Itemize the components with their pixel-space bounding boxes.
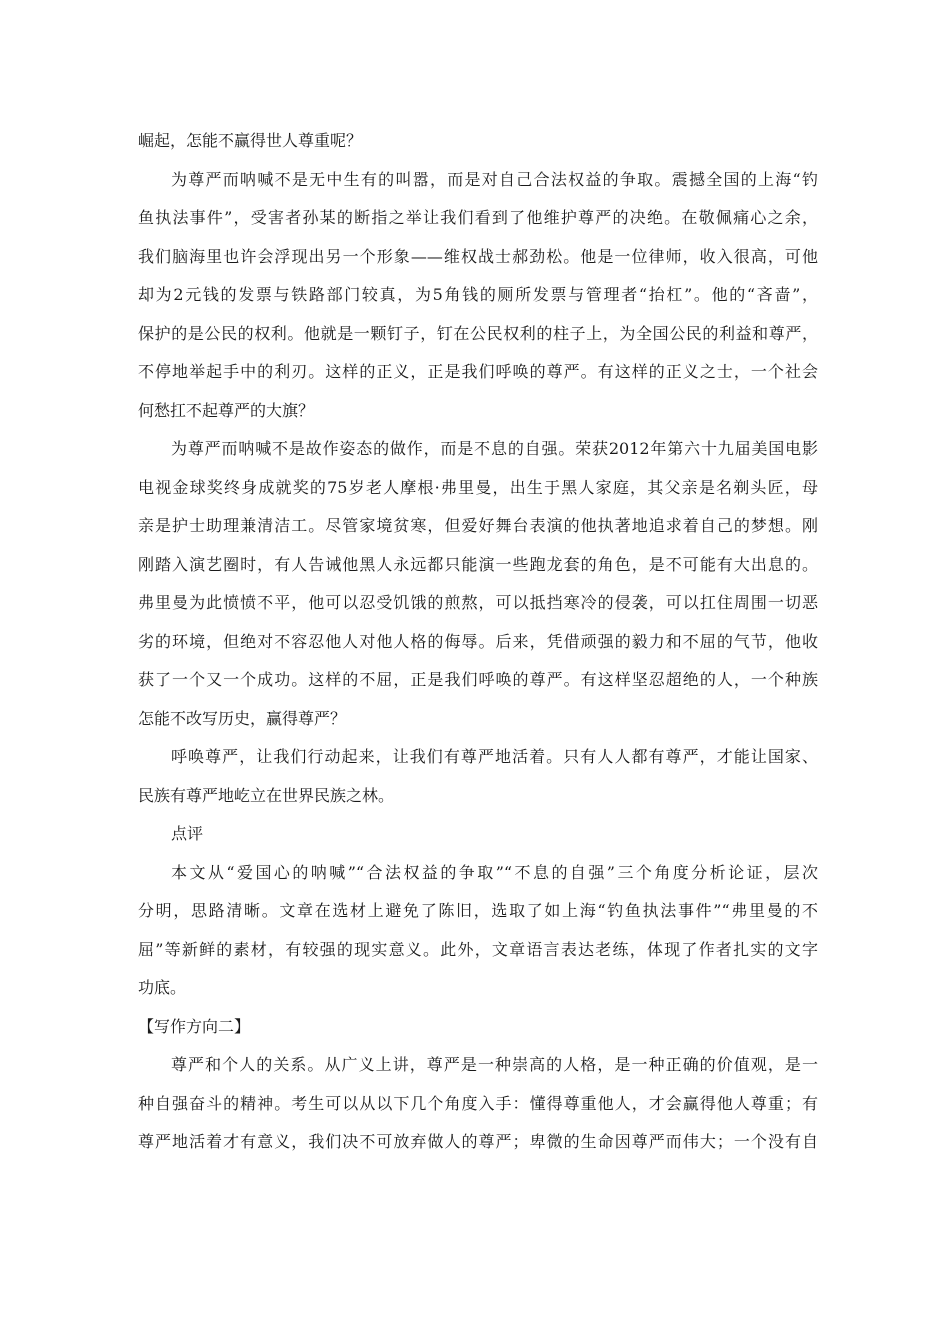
text-line: 本文从“爱国心的呐喊”“合法权益的争取”“不息的自强”三个角度分析论证，层次	[171, 862, 818, 882]
text-line: 尊严和个人的关系。从广义上讲，尊严是一种崇高的人格，是一种正确的价值观，是一	[171, 1055, 818, 1074]
text-line: 屈”等新鲜的素材，有较强的现实意义。此外，文章语言表达老练，体现了作者扎实的文字	[138, 939, 818, 959]
text-line: 种自强奋斗的精神。考生可以从以下几个角度入手：懂得尊重他人，才会赢得他人尊重；有	[138, 1093, 818, 1113]
text-line: 尊严地活着才有意义，我们决不可放弃做人的尊严；卑微的生命因尊严而伟大；一个没有自	[138, 1132, 818, 1151]
text-line: 怎能不改写历史，赢得尊严？	[138, 708, 347, 728]
text-line: 亲是护士助理兼清洁工。尽管家境贫寒，但爱好舞台表演的他执著地追求着自己的梦想。刚	[138, 516, 818, 535]
paragraph-conclusion	[138, 738, 818, 815]
paragraph-comment	[138, 854, 818, 1008]
text-line: 呼唤尊严，让我们行动起来，让我们有尊严地活着。只有人人都有尊严，才能让国家、	[171, 747, 818, 766]
text-line: 保护的是公民的权利。他就是一颗钉子，钉在公民权利的柱子上，为全国公民的利益和尊严，	[138, 323, 818, 343]
paragraph-direction-two	[138, 1046, 818, 1162]
text-line: 劣的环境，但绝对不容忍他人对他人格的侮辱。后来，凭借顽强的毅力和不屈的气节，他收	[138, 631, 818, 651]
comment-label: 点评	[171, 824, 204, 843]
text-line: 崛起，怎能不赢得世人尊重呢？	[138, 131, 363, 150]
text-line: 获了一个又一个成功。这样的不屈，正是我们呼唤的尊严。有这样坚忍超绝的人，一个种族	[138, 670, 818, 689]
paragraph-rights	[138, 161, 818, 431]
text-line: 我们脑海里也许会浮现出另一个形象——维权战士郝劲松。他是一位律师，收入很高，可他	[138, 246, 818, 266]
text-line: 弗里曼为此愤愤不平，他可以忍受饥饿的煎熬，可以抵挡寒冷的侵袭，可以扛住周围一切恶	[138, 593, 818, 612]
text-line: 鱼执法事件”，受害者孙某的断指之举让我们看到了他维护尊严的决绝。在敬佩痛心之余，	[138, 208, 818, 227]
text-line: 却为2元钱的发票与铁路部门较真，为5角钱的厕所发票与管理者“抬杠”。他的“吝啬”，	[138, 285, 818, 304]
text-line: 刚踏入演艺圈时，有人告诫他黑人永远都只能演一些跑龙套的角色，是不可能有大出息的。	[138, 554, 818, 574]
text-line: 民族有尊严地屹立在世界民族之林。	[138, 785, 395, 805]
text-line: 何愁扛不起尊严的大旗？	[138, 400, 315, 420]
document-page	[138, 122, 818, 1162]
text-line: 分明，思路清晰。文章在选材上避免了陈旧，选取了如上海“钓鱼执法事件”“弗里曼的不	[138, 901, 818, 920]
text-line: 为尊严而呐喊不是故作姿态的做作，而是不息的自强。荣获2012年第六十九届美国电影	[171, 439, 818, 458]
section-heading: 【写作方向二】	[138, 1016, 251, 1036]
text-line: 为尊严而呐喊不是无中生有的叫嚣，而是对自己合法权益的争取。震撼全国的上海“钓	[171, 169, 818, 189]
text-line: 电视金球奖终身成就奖的75岁老人摩根·弗里曼，出生于黑人家庭，其父亲是名剃头匠，母	[138, 477, 818, 497]
text-line: 不停地举起手中的利刃。这样的正义，正是我们呼唤的尊严。有这样的正义之士，一个社会	[138, 362, 818, 381]
paragraph-self-strength	[138, 430, 818, 738]
text-line: 功底。	[138, 978, 187, 997]
paragraph-intro-end	[138, 122, 818, 161]
